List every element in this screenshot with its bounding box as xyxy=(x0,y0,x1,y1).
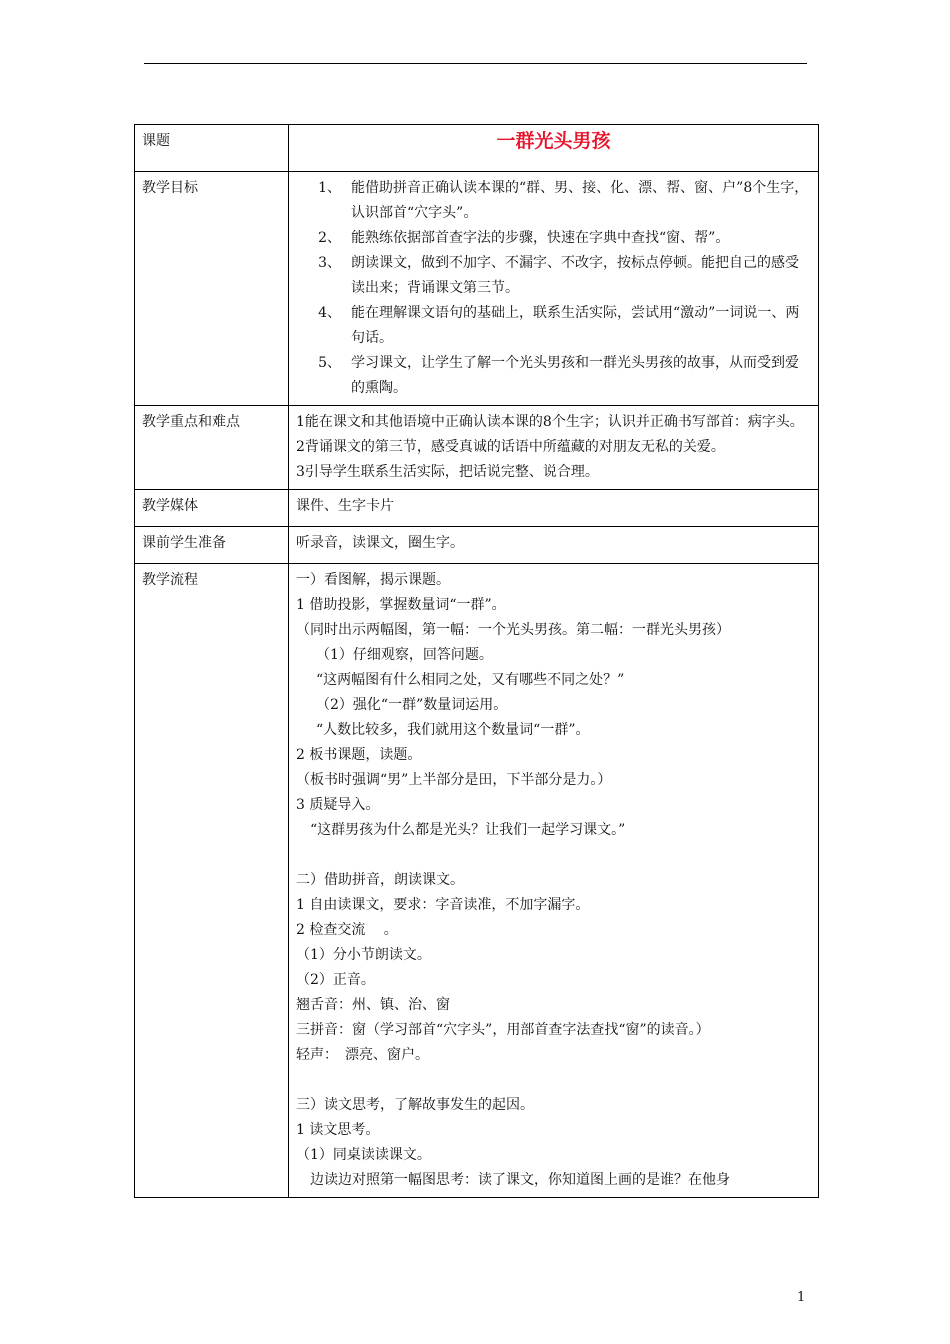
goal-number: 4、 xyxy=(318,305,341,321)
step-note: “人数比较多，我们就用这个数量词“一群”。 xyxy=(316,722,590,738)
row-focus xyxy=(135,406,819,490)
goal-item xyxy=(296,226,811,251)
step-line: 1 读文思考。 xyxy=(296,1122,380,1138)
focus-item: 2背诵课文的第三节，感受真诚的话语中所蕴藏的对朋友无私的关爱。 xyxy=(296,439,725,455)
row-goals xyxy=(135,172,819,406)
step-note: （1）同桌读读课文。 xyxy=(296,1147,431,1163)
label-prep: 课前学生准备 xyxy=(135,527,289,564)
step-line: 2 检查交流 。 xyxy=(296,922,398,938)
goal-text: 能在理解课文语句的基础上，联系生活实际，尝试用“激动”一词说一、两句话。 xyxy=(351,305,800,346)
focus-item: 1能在课文和其他语境中正确认读本课的8个生字；认识并正确书写部首：病字头。 xyxy=(296,414,804,430)
label-goals: 教学目标 xyxy=(135,172,289,406)
step-note: 边读边对照第一幅图思考：读了课文，你知道图上画的是谁？在他身 xyxy=(310,1172,730,1188)
spacer xyxy=(296,1068,811,1093)
goal-text: 朗读课文，做到不加字、不漏字、不改字，按标点停顿。能把自己的感受读出来；背诵课文第三节。 xyxy=(351,255,799,296)
step-note: （2）正音。 xyxy=(296,972,375,988)
row-title xyxy=(135,125,819,172)
step-line: 3 质疑导入。 xyxy=(296,797,380,813)
step-note: （1）仔细观察，回答问题。 xyxy=(316,647,493,663)
goal-number: 2、 xyxy=(318,230,341,246)
step-note: （1）分小节朗读文。 xyxy=(296,947,431,963)
page-number: 1 xyxy=(797,1290,806,1305)
step-note: （同时出示两幅图，第一幅：一个光头男孩。第二幅：一群光头男孩） xyxy=(296,622,730,638)
focus-item: 3引导学生联系生活实际，把话说完整、说合理。 xyxy=(296,464,599,480)
label-focus: 教学重点和难点 xyxy=(135,406,289,490)
step-note: 三拼音：窗（学习部首“穴字头”，用部首查字法查找“窗”的读音。） xyxy=(296,1022,710,1038)
lesson-title: 一群光头男孩 xyxy=(496,130,611,152)
spacer xyxy=(296,843,811,868)
prep-cell: 听录音，读课文，圈生字。 xyxy=(289,527,819,564)
section-heading: 二）借助拼音，朗读课文。 xyxy=(296,872,464,888)
row-flow xyxy=(135,564,819,1198)
goal-text: 学习课文，让学生了解一个光头男孩和一群光头男孩的故事，从而受到爱的熏陶。 xyxy=(351,355,799,396)
step-note: （板书时强调“男”上半部分是田，下半部分是力。） xyxy=(296,772,612,788)
goal-item xyxy=(296,301,811,351)
row-prep xyxy=(135,527,819,564)
step-line: 1 自由读课文，要求：字音读准，不加字漏字。 xyxy=(296,897,590,913)
lesson-plan-table xyxy=(134,124,819,1198)
step-line: 2 板书课题，读题。 xyxy=(296,747,422,763)
goal-number: 3、 xyxy=(318,255,341,271)
goal-text: 能熟练依据部首查字法的步骤，快速在字典中查找“窗、帮”。 xyxy=(351,230,730,246)
label-media: 教学媒体 xyxy=(135,490,289,527)
section-heading: 三）读文思考，了解故事发生的起因。 xyxy=(296,1097,534,1113)
step-note: “这群男孩为什么都是光头？让我们一起学习课文。” xyxy=(310,822,626,838)
header-rule xyxy=(144,63,807,64)
section-heading: 一）看图解，揭示课题。 xyxy=(296,572,450,588)
title-cell xyxy=(289,125,819,172)
step-note: （2）强化“一群”数量词运用。 xyxy=(316,697,508,713)
goal-item xyxy=(296,176,811,226)
label-title: 课题 xyxy=(135,125,289,172)
focus-cell xyxy=(289,406,819,490)
media-cell: 课件、生字卡片 xyxy=(289,490,819,527)
goals-cell xyxy=(289,172,819,406)
goals-list xyxy=(296,176,811,401)
goal-number: 1、 xyxy=(318,180,341,196)
step-line: 1 借助投影，掌握数量词“一群”。 xyxy=(296,597,506,613)
step-note: 轻声： 漂亮、窗户。 xyxy=(296,1047,429,1063)
step-note: “这两幅图有什么相同之处，又有哪些不同之处？” xyxy=(316,672,625,688)
goal-text: 能借助拼音正确认读本课的“群、男、接、化、漂、帮、窗、户”8个生字，认识部首“穴字头”。 xyxy=(351,180,809,221)
step-note: 翘舌音：州、镇、治、窗 xyxy=(296,997,450,1013)
row-media xyxy=(135,490,819,527)
flow-cell xyxy=(289,564,819,1198)
goal-number: 5、 xyxy=(318,355,341,371)
label-flow: 教学流程 xyxy=(135,564,289,1198)
goal-item xyxy=(296,251,811,301)
goal-item xyxy=(296,351,811,401)
